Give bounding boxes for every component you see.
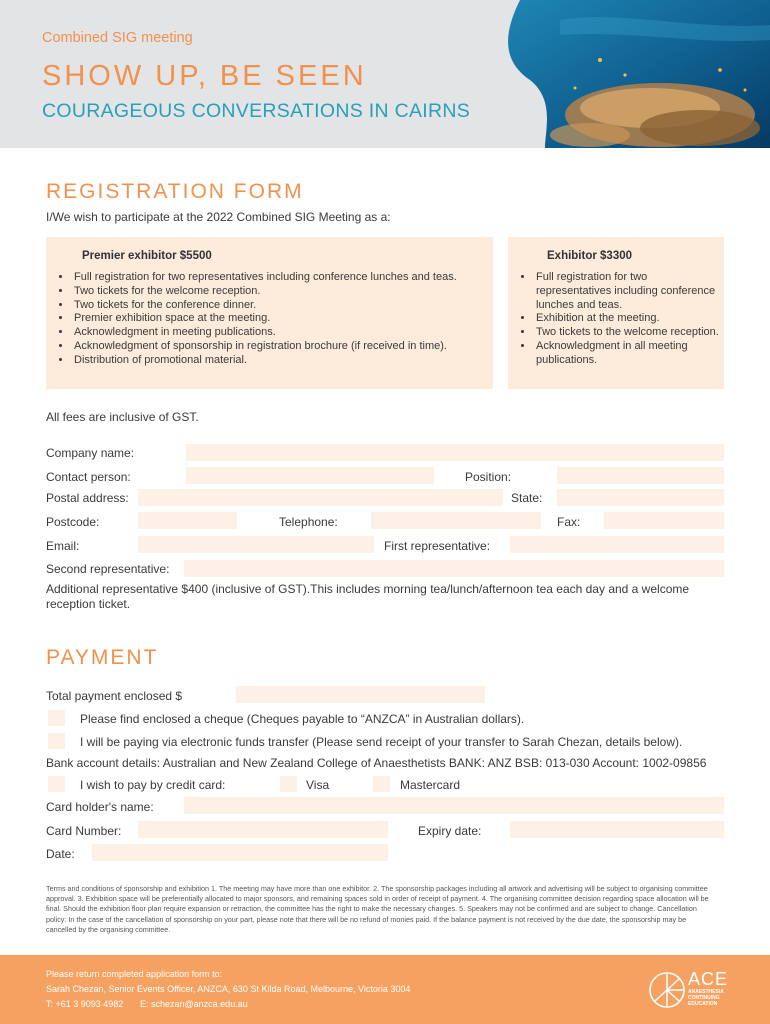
list-item: • Exhibition at the meeting. (534, 312, 724, 326)
expiry-label: Expiry date: (418, 824, 482, 838)
ace-logo-text: ACE (688, 969, 729, 989)
contact-field[interactable] (186, 467, 434, 484)
total-label: Total payment enclosed $ (46, 689, 183, 703)
ace-logo-line: CONTINUING (688, 995, 720, 1001)
fax-label: Fax: (557, 515, 581, 529)
header-title: SHOW UP, BE SEEN (42, 60, 367, 92)
second-rep-label: Second representative: (46, 562, 170, 576)
premier-title: Premier exhibitor $5500 (82, 250, 212, 262)
ace-logo-icon (648, 971, 686, 1009)
footer-email[interactable]: E: schezan@anzca.edu.au (140, 999, 248, 1009)
list-item: • Acknowledgment in meeting publications. (72, 326, 492, 340)
premier-exhibitor-box[interactable] (46, 237, 493, 389)
footer-phone: T: +61 3 9093 4982 (46, 999, 124, 1009)
list-item: • Two tickets to the welcome reception. (534, 326, 724, 340)
mastercard-checkbox[interactable] (373, 776, 390, 792)
postal-label: Postal address: (46, 491, 129, 505)
cheque-option: Please find enclosed a cheque (Cheques payable to “ANZCA” in Australian dollars). (80, 712, 525, 726)
position-field[interactable] (557, 467, 724, 484)
holder-field[interactable] (184, 797, 724, 814)
credit-card-checkbox[interactable] (48, 776, 65, 792)
gst-note: All fees are inclusive of GST. (46, 410, 199, 424)
second-rep-field[interactable] (184, 560, 724, 577)
company-field[interactable] (186, 444, 724, 461)
premier-list (54, 271, 492, 368)
payment-heading: PAYMENT (46, 646, 159, 669)
postcode-field[interactable] (138, 512, 237, 529)
ace-logo-subtitle (688, 989, 724, 1007)
list-item: • Acknowledgment of sponsorship in registration brochure (if received in time). (72, 340, 492, 354)
state-field[interactable] (557, 489, 724, 506)
exhibitor-list (516, 271, 724, 368)
position-label: Position: (465, 470, 512, 484)
holder-label: Card holder's name: (46, 800, 154, 814)
visa-label: Visa (306, 778, 330, 792)
company-label: Company name: (46, 446, 135, 460)
eft-checkbox[interactable] (48, 733, 65, 749)
state-label: State: (511, 491, 543, 505)
footer (0, 955, 770, 1024)
date-label: Date: (46, 847, 75, 861)
fax-field[interactable] (604, 512, 724, 529)
header-subtitle: COURAGEOUS CONVERSATIONS IN CAIRNS (42, 100, 471, 122)
additional-rep-note: Additional representative $400 (inclusive of GST).This includes morning tea/lunch/afternoon tea each day and a welcome reception ticket. (46, 582, 690, 611)
card-number-field[interactable] (138, 821, 388, 838)
exhibitor-title: Exhibitor $3300 (547, 250, 633, 262)
total-field[interactable] (236, 686, 485, 703)
postal-field[interactable] (138, 489, 503, 506)
first-rep-field[interactable] (510, 536, 724, 553)
cheque-checkbox[interactable] (48, 710, 65, 726)
list-item: • Two tickets for the welcome reception. (72, 285, 492, 299)
bank-details: Bank account details: Australian and New Zealand College of Anaesthetists BANK: ANZ BSB: 013-030 Account: 1002-09856 (46, 756, 707, 770)
list-item: • Full registration for two representatives including conference lunches and teas. (72, 271, 492, 285)
list-item: • Acknowledgment in all meeting publications. (534, 340, 724, 368)
list-item: • Full registration for two representatives including conference lunches and teas. (534, 271, 724, 312)
email-label: Email: (46, 539, 80, 553)
date-field[interactable] (92, 844, 388, 861)
first-rep-label: First representative: (384, 539, 491, 553)
list-item: • Premier exhibition space at the meeting. (72, 312, 492, 326)
footer-address: Sarah Chezan, Senior Events Officer, ANZCA, 630 St Kilda Road, Melbourne, Victoria 3004 (46, 984, 411, 994)
list-item: • Distribution of promotional material. (72, 354, 492, 368)
eft-option: I will be paying via electronic funds transfer (Please send receipt of your transfer to Sarah Chezan, details below). (80, 735, 683, 749)
footer-return-text: Please return completed application form to: (46, 969, 223, 979)
telephone-field[interactable] (371, 512, 541, 529)
registration-heading: REGISTRATION FORM (46, 180, 304, 203)
contact-label: Contact person: (46, 470, 131, 484)
expiry-field[interactable] (510, 821, 724, 838)
header-tagline: Combined SIG meeting (42, 30, 193, 46)
postcode-label: Postcode: (46, 515, 100, 529)
exhibitor-box[interactable] (508, 237, 724, 389)
telephone-label: Telephone: (279, 515, 338, 529)
list-item: • Two tickets for the conference dinner. (72, 299, 492, 313)
registration-intro: I/We wish to participate at the 2022 Combined SIG Meeting as a: (46, 210, 391, 224)
email-field[interactable] (138, 536, 374, 553)
card-number-label: Card Number: (46, 824, 122, 838)
ace-logo-line: ANAESTHESIA (688, 989, 724, 995)
terms-conditions: Terms and conditions of sponsorship and exhibition 1. The meeting may have more than one exhibitor. 2. The sponsorship packages including all artwork and advertising will be subject to organising committee approval. 3. Exhibition space will be preferentially allocated to major sponsors, and remaining spaces sold in order of receipt of payment. 4. The organising committee decision regarding space allocation will be final. Should the exhibition floor plan require expansion or retraction, the committee has the right to make the necessary changes. 5. Speakers may not be confirmed and are subject to change. Cancellation policy: In the case of the cancellation of sponsorship on your part, please note that there will be no refund of monies paid. If the balance payment is not received by the due date, the sponsorship may be cancelled by the organising committee. (46, 884, 709, 934)
credit-card-option: I wish to pay by credit card: (80, 778, 226, 792)
ace-logo-line: EDUCATION (688, 1001, 718, 1007)
visa-checkbox[interactable] (280, 776, 297, 792)
mastercard-label: Mastercard (400, 778, 461, 792)
